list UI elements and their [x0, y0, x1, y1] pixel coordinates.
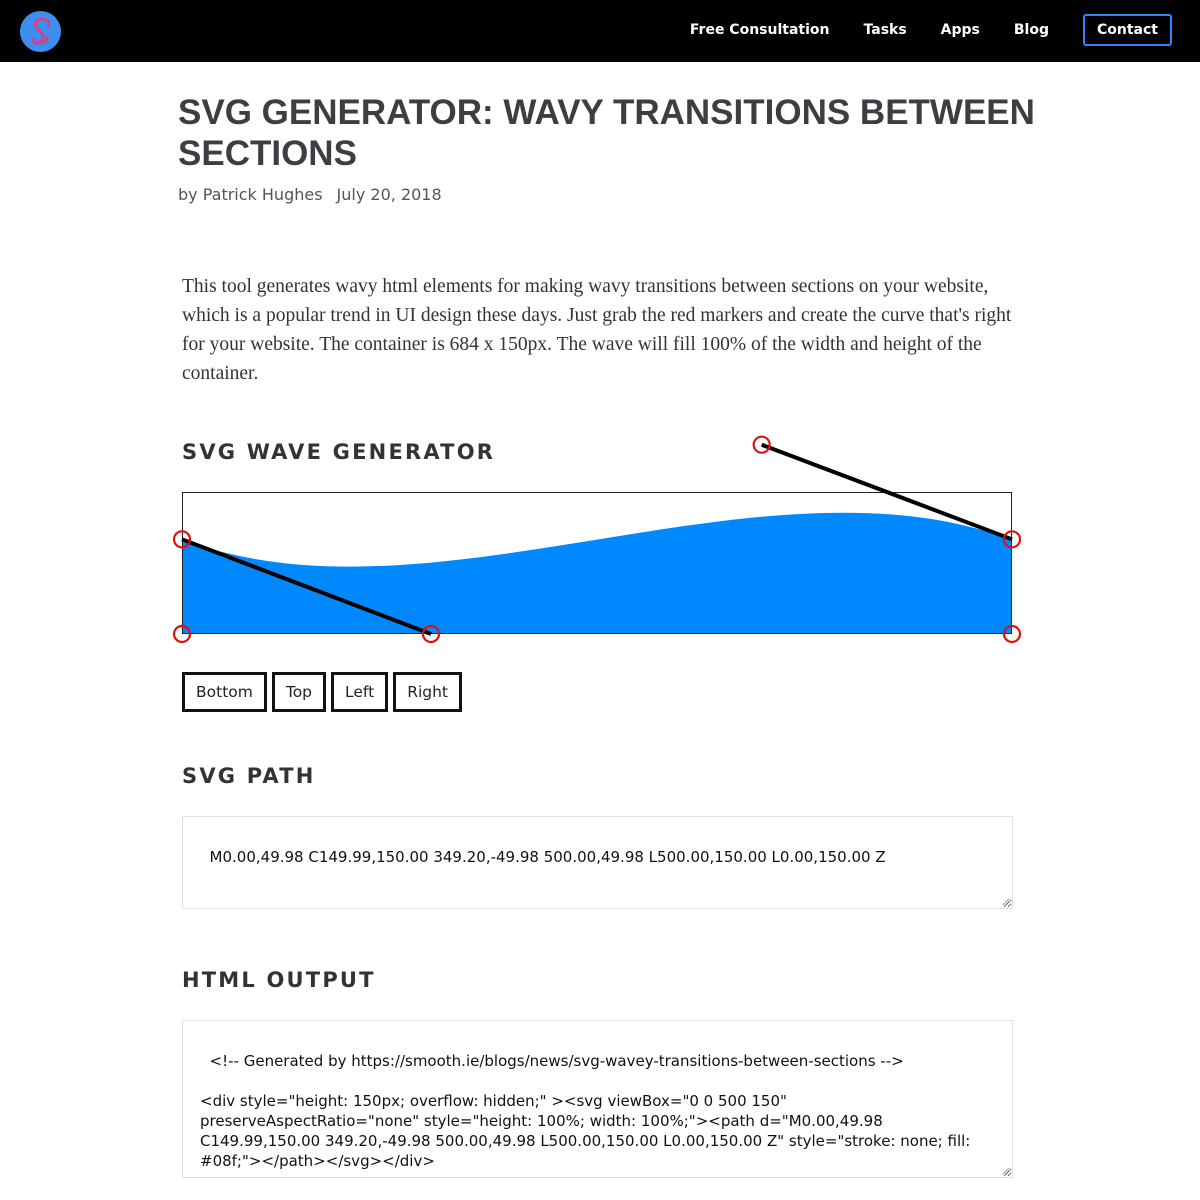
wave-handles-overlay — [0, 430, 1200, 650]
left-button[interactable]: Left — [331, 672, 388, 712]
svg-path-heading: SVG PATH — [182, 764, 316, 788]
bottom-button[interactable]: Bottom — [182, 672, 267, 712]
bottom-left-marker[interactable] — [174, 626, 190, 642]
author-link[interactable]: by Patrick Hughes — [178, 185, 323, 204]
right-button[interactable]: Right — [393, 672, 462, 712]
bottom-right-marker[interactable] — [1004, 626, 1020, 642]
resize-grip-icon[interactable] — [1002, 1167, 1010, 1175]
nav-blog[interactable]: Blog — [1013, 22, 1049, 38]
contact-button[interactable]: Contact — [1083, 14, 1172, 46]
svg-path-text: M0.00,49.98 C149.99,150.00 349.20,-49.98 500.00,49.98 L500.00,150.00 L0.00,150.00 Z — [209, 848, 886, 866]
html-output-heading: HTML OUTPUT — [182, 968, 376, 992]
main-nav — [656, 14, 1172, 46]
nav-free-consultation[interactable]: Free Consultation — [689, 22, 830, 38]
resize-grip-icon[interactable] — [1002, 898, 1010, 906]
html-output-text: <!-- Generated by https://smooth.ie/blogs/news/svg-wavey-transitions-between-sections --> <div style="height: 150px; overflow: hidden;" ><svg viewBox="0 0 500 150" preserveAspectRatio="none" style="height: 100%; width: 100%;"><path d="M0.00,49.98 C149.99,150.00 349.20,-49.98 500.00,49.98 L500.00,150.00 L0.00,150.00 Z" style="stroke: none; fill: #08f;"></path></svg></div> — [200, 1052, 971, 1170]
post-date: July 20, 2018 — [336, 185, 442, 204]
page-title: SVG GENERATOR: WAVY TRANSITIONS BETWEEN SECTIONS — [178, 93, 1035, 173]
top-button[interactable]: Top — [272, 672, 326, 712]
top-nav-bar — [0, 0, 1200, 62]
script-s-logo-icon[interactable] — [20, 11, 61, 52]
svg-path-textarea[interactable] — [182, 816, 1013, 909]
direction-buttons — [182, 672, 467, 712]
control-handle-line-right — [762, 445, 1012, 540]
control-handle-line-left — [182, 539, 431, 634]
nav-apps[interactable]: Apps — [940, 22, 980, 38]
byline — [178, 185, 442, 204]
wave-editor — [0, 430, 1200, 650]
wave-generator-heading: SVG WAVE GENERATOR — [182, 440, 496, 464]
html-output-textarea[interactable] — [182, 1020, 1013, 1178]
intro-paragraph: This tool generates wavy html elements for making wavy transitions between sections on your website, which is a popular trend in UI design these days. Just grab the red markers and create the curve that's right for your website. The container is 684 x 150px. The wave will fill 100% of the width and height of the container. — [182, 276, 1012, 384]
nav-tasks[interactable]: Tasks — [863, 22, 907, 38]
